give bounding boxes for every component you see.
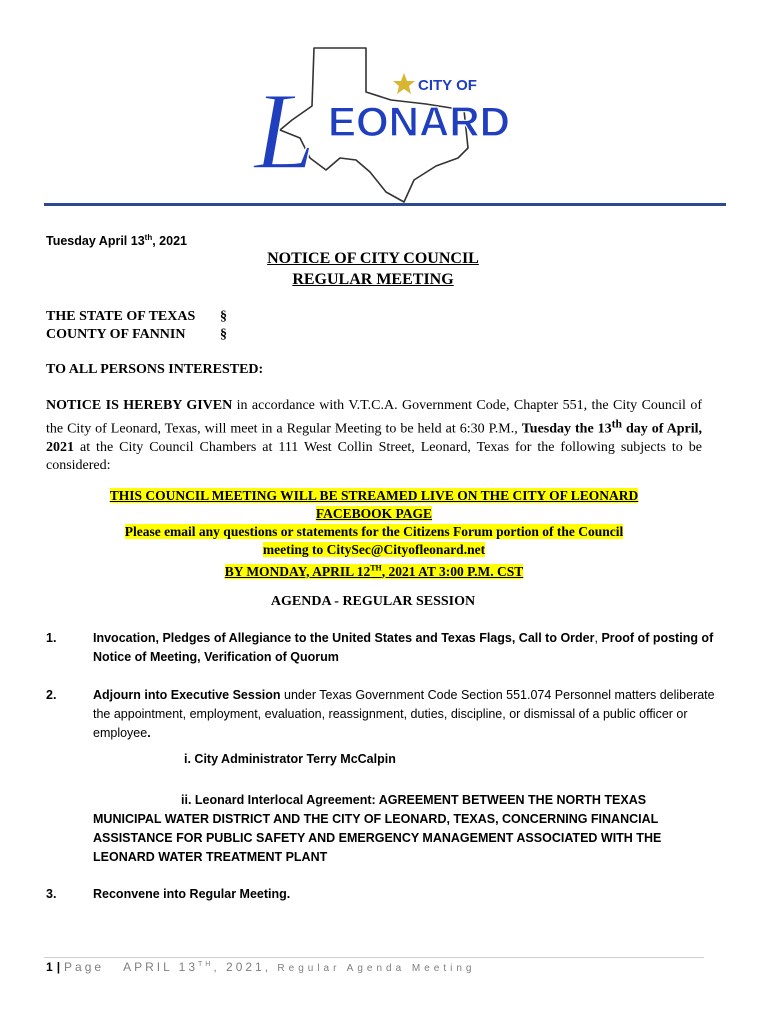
logo-city-of: CITY OF <box>418 77 477 94</box>
document-date: Tuesday April 13th, 2021 <box>46 233 187 249</box>
section-mark: § <box>220 309 227 324</box>
state-name: THE STATE OF TEXAS <box>46 309 196 324</box>
notice-paragraph: NOTICE IS HEREBY GIVEN in accordance with V.T.C.A. Government Code, Chapter 551, the City Council of the City of Leonard, Texas, will meet in a Regular Meeting to be held at 6:30 P.M., Tuesday the 13th day of April, 2021 at the City Council Chambers at 111 West Collin Street, Leonard, Texas for the following subjects to be considered: <box>46 398 703 473</box>
city-of-leonard-logo <box>236 40 536 205</box>
star-icon <box>393 73 415 94</box>
logo-name: EONARD <box>328 98 511 145</box>
page-footer: 1 | Page APRIL 13TH, 2021, Regular Agenda Meeting <box>46 960 476 974</box>
agenda-subitem-i: i. City Administrator Terry McCalpin <box>184 752 396 766</box>
agenda-item-3: 3. Reconvene into Regular Meeting. <box>46 887 291 901</box>
county-name: COUNTY OF FANNIN <box>46 327 186 342</box>
agenda-item-2: 2. Adjourn into Executive Session under Texas Government Code Section 551.074 Personnel matters deliberate the appointment, employment, evaluation, reassignment, duties, discipline, or dismissal of a public officer or employee. <box>46 688 715 740</box>
logo-initial: L <box>254 70 316 192</box>
email-link[interactable]: meeting to CitySec@Cityofleonard.net <box>262 542 486 557</box>
agenda-subitem-ii: ii. Leonard Interlocal Agreement: AGREEMENT BETWEEN THE NORTH TEXAS MUNICIPAL WATER DISTRICT AND THE CITY OF LEONARD, TEXAS, CONCERNING FINANCIAL ASSISTANCE FOR PUBLIC SAFETY AND EMERGENCY MANAGEMENT ASSOCIATED WITH THE LEONARD WATER TREATMENT PLANT <box>93 793 662 864</box>
section-mark: § <box>220 327 227 342</box>
agenda-heading: AGENDA - REGULAR SESSION <box>270 594 476 609</box>
jurisdiction-block <box>46 308 227 344</box>
agenda-item-1: 1. Invocation, Pledges of Allegiance to the United States and Texas Flags, Call to Order, Proof of posting of Notice of Meeting, Verification of Quorum <box>46 631 714 664</box>
header-rule <box>44 203 726 206</box>
footer-rule <box>44 957 704 958</box>
stream-announcement: THIS COUNCIL MEETING WILL BE STREAMED LIVE ON THE CITY OF LEONARD FACEBOOK PAGE Please email any questions or statements for the Citizens Forum portion of the Council meeting to CitySec@Cityofleonard.net BY MONDAY, APRIL 12TH, 2021 AT 3:00 P.M. CST <box>109 488 639 579</box>
salutation: TO ALL PERSONS INTERESTED: <box>46 362 264 377</box>
title-line-2: REGULAR MEETING <box>292 271 454 288</box>
title-line-1: NOTICE OF CITY COUNCIL <box>267 250 479 267</box>
